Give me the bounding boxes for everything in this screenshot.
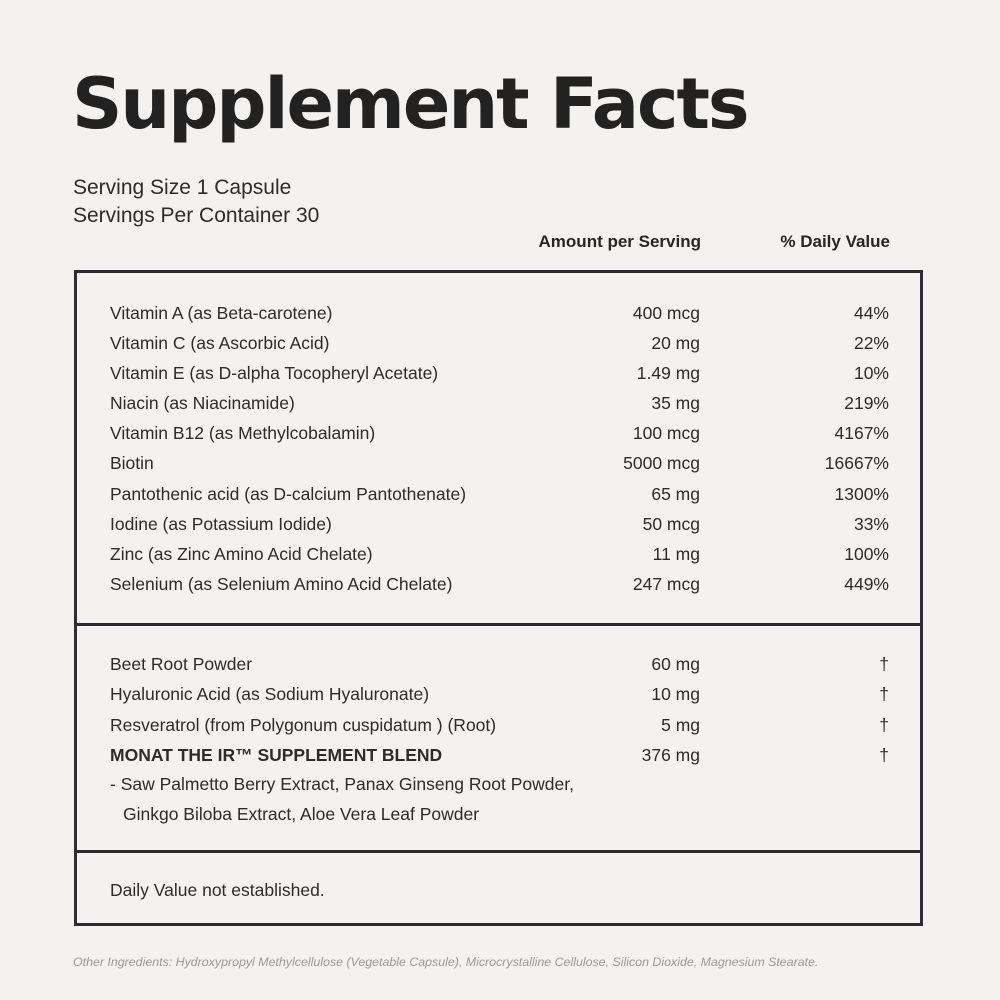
section-divider [77,850,920,853]
nutrient-amount: 11 mg [652,544,700,564]
nutrient-daily-value: 219% [844,393,889,413]
servings-per-container: Servings Per Container 30 [73,204,320,227]
nutrient-row [77,328,920,358]
ingredient-amount: 5 mg [661,715,700,735]
ingredient-row [77,649,920,679]
nutrient-daily-value: 100% [844,544,889,564]
nutrient-daily-value: 16667% [824,453,889,473]
nutrient-amount: 400 mcg [632,303,700,323]
nutrient-row [77,539,920,569]
nutrient-name: Selenium (as Selenium Amino Acid Chelate) [110,574,453,594]
blend-daily-value: † [879,745,889,765]
section-divider [77,623,920,626]
ingredient-daily-value: † [879,654,889,674]
amount-column-header: Amount per Serving [538,232,701,251]
ingredient-amount: 10 mg [651,684,700,704]
blend-name: MONAT THE IR™ SUPPLEMENT BLEND [110,745,443,765]
blend-ingredients-line: - Saw Palmetto Berry Extract, Panax Ginseng Root Powder, [110,774,574,794]
nutrient-daily-value: 449% [844,574,889,594]
nutrient-name: Biotin [110,453,154,473]
ingredient-row [77,710,920,740]
nutrient-row [77,358,920,388]
nutrient-name: Zinc (as Zinc Amino Acid Chelate) [110,544,373,564]
nutrient-amount: 35 mg [651,393,700,413]
ingredient-daily-value: † [879,715,889,735]
nutrient-daily-value: 44% [853,303,889,323]
nutrient-amount: 1.49 mg [636,363,700,383]
daily-value-column-header: % Daily Value [780,232,890,251]
nutrient-amount: 65 mg [651,484,700,504]
nutrient-amount: 100 mcg [632,423,700,443]
nutrient-row [77,569,920,599]
nutrient-amount: 20 mg [651,333,700,353]
ingredient-daily-value: † [879,684,889,704]
nutrient-amount: 50 mcg [642,514,700,534]
nutrient-name: Vitamin A (as Beta-carotene) [110,303,333,323]
nutrient-daily-value: 4167% [834,423,889,443]
blend-row [77,740,920,770]
ingredient-name: Resveratrol (from Polygonum cuspidatum ) (Root) [110,715,497,735]
nutrient-row [77,298,920,328]
ingredient-name: Hyaluronic Acid (as Sodium Hyaluronate) [110,684,430,704]
nutrient-daily-value: 22% [853,333,889,353]
nutrient-row [77,509,920,539]
nutrient-row [77,388,920,418]
nutrient-name: Vitamin C (as Ascorbic Acid) [110,333,330,353]
blend-ingredients-line: Ginkgo Biloba Extract, Aloe Vera Leaf Powder [123,804,480,824]
nutrient-row [77,479,920,509]
daily-value-footnote: Daily Value not established. [110,880,325,900]
nutrient-row [77,448,920,478]
page-title: Supplement Facts [72,63,748,145]
nutrient-daily-value: 1300% [834,484,889,504]
nutrient-daily-value: 33% [853,514,889,534]
nutrient-name: Pantothenic acid (as D-calcium Pantothenate) [110,484,467,504]
nutrient-amount: 247 mcg [632,574,700,594]
nutrient-row [77,418,920,448]
ingredient-name: Beet Root Powder [110,654,253,674]
nutrient-name: Vitamin E (as D-alpha Tocopheryl Acetate) [110,363,439,383]
blend-amount: 376 mg [641,745,700,765]
serving-size: Serving Size 1 Capsule [73,176,292,199]
other-ingredients: Other Ingredients: Hydroxypropyl Methylcellulose (Vegetable Capsule), Microcrystalline Cellulose, Silicon Dioxide, Magnesium Stearate. [73,955,819,969]
ingredient-amount: 60 mg [651,654,700,674]
nutrient-name: Iodine (as Potassium Iodide) [110,514,332,534]
nutrient-daily-value: 10% [853,363,889,383]
nutrient-amount: 5000 mcg [623,453,700,473]
ingredient-row [77,679,920,709]
facts-table [74,270,923,926]
nutrient-name: Niacin (as Niacinamide) [110,393,295,413]
nutrient-name: Vitamin B12 (as Methylcobalamin) [110,423,376,443]
